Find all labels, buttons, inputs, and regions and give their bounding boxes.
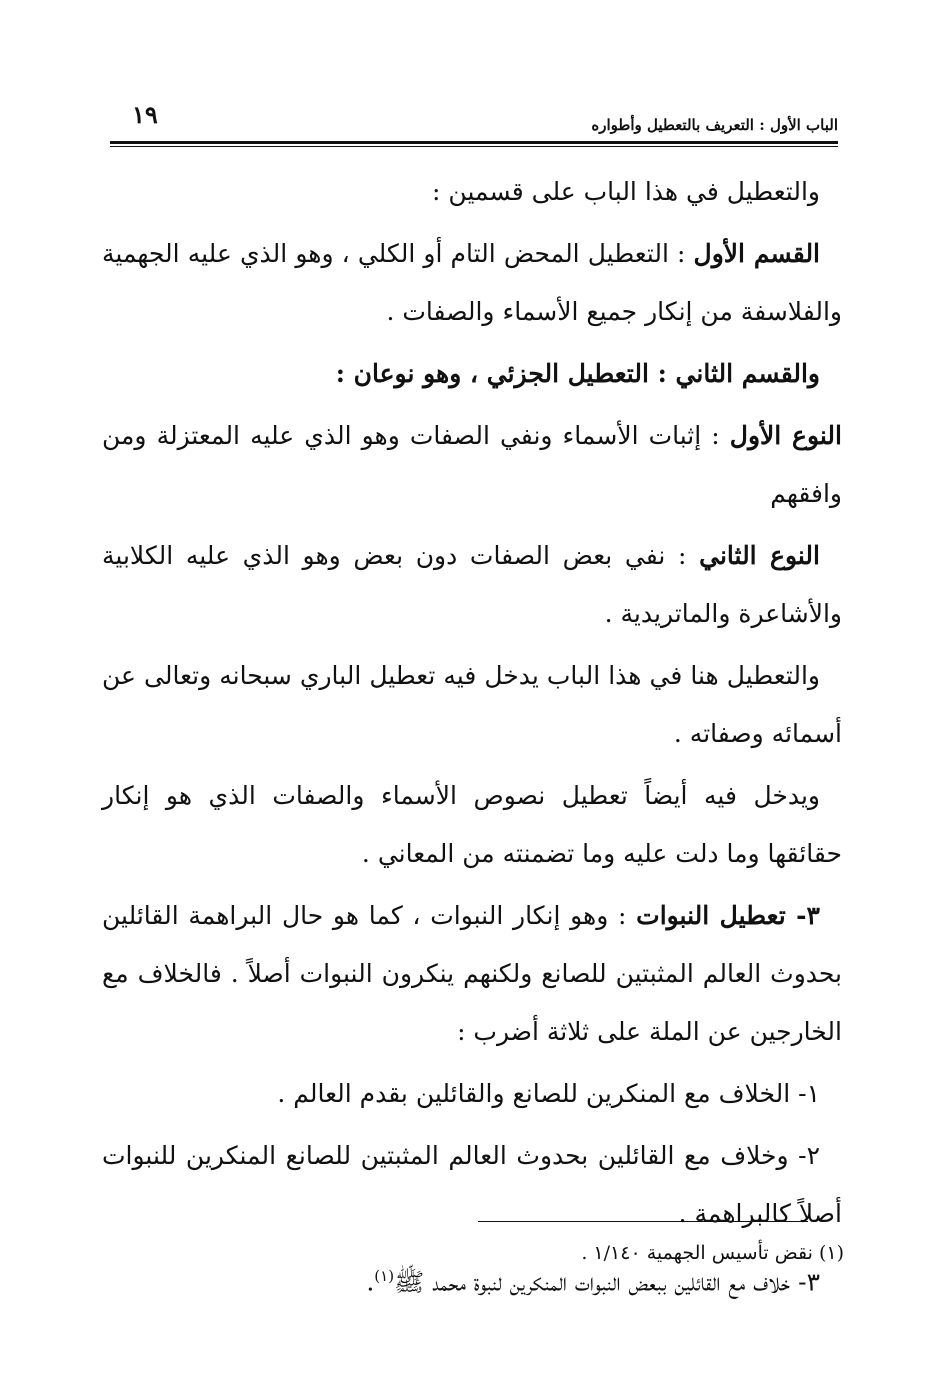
paragraph-ta-til-here <box>102 647 842 763</box>
second-section-title: التعطيل الجزئي ، وهو نوعان : <box>335 359 649 388</box>
footnote <box>244 1238 844 1268</box>
list-item-2 <box>102 1127 842 1243</box>
header-rule <box>110 141 838 144</box>
list-item-2-text: ٢- وخلاف مع القائلين بحدوث العالم المثبتين للصانع المنكرين للنبوات أصلاً كالبراهمة . <box>102 1141 842 1228</box>
prophethood-label: تعطيل النبوات <box>636 901 786 930</box>
prophethood-number: ٣- <box>785 901 820 930</box>
second-section-prefix: والقسم الثاني : <box>648 359 820 388</box>
paragraph-prophethood <box>102 887 842 1061</box>
list-item-3-end: . <box>366 1267 375 1297</box>
first-type-label: النوع الأول <box>729 421 842 450</box>
first-type-text: : إثبات الأسماء ونفي الصفات وهو الذي عليه المعتزلة ومن وافقهم <box>102 421 842 508</box>
paragraph-ta-til-here-text: والتعطيل هنا في هذا الباب يدخل فيه تعطيل الباري سبحانه وتعالى عن أسمائه وصفاته . <box>102 661 842 748</box>
footnote-reference[interactable]: (١) <box>374 1267 395 1285</box>
footnote-text: (١) نقض تأسيس الجهمية ١/١٤٠ . <box>581 1242 844 1264</box>
paragraph-first-section <box>102 225 842 341</box>
first-section-text: : التعطيل المحض التام أو الكلي ، وهو الذي عليه الجهمية والفلاسفة من إنكار جميع الأسماء والصفات . <box>102 239 842 326</box>
paragraph-intro <box>102 163 842 221</box>
paragraph-first-type <box>102 407 842 523</box>
running-head: الباب الأول : التعريف بالتعطيل وأطواره <box>591 116 838 134</box>
second-type-text: : نفي بعض الصفات دون بعض وهو الذي عليه الكلابية والأشاعرة والماتريدية . <box>102 541 842 628</box>
footnote-rule <box>478 1221 808 1222</box>
list-item-1-text: ١- الخلاف مع المنكرين للصانع والقائلين بقدم العالم . <box>277 1079 820 1108</box>
header-rule-thin <box>110 146 838 147</box>
body-text <box>102 163 842 1315</box>
list-item-1 <box>102 1065 842 1123</box>
second-type-label: النوع الثاني <box>699 541 820 570</box>
paragraph-texts-ta-til <box>102 767 842 883</box>
paragraph-second-section <box>102 345 842 403</box>
page-number: ١٩ <box>132 100 158 129</box>
list-item-3-text: ٣- خلاف مع القائلين ببعض النبوات المنكرين لنبوة محمد ﷺ <box>394 1267 820 1297</box>
page-header <box>110 100 838 140</box>
first-section-label: القسم الأول <box>693 239 821 268</box>
prophethood-text: : وهو إنكار النبوات ، كما هو حال البراهمة القائلين بحدوث العالم المثبتين للصانع ولكنهم ينكرون النبوات أصلاً . فالخلاف مع الخارجين عن الملة على ثلاثة أضرب : <box>102 901 842 1046</box>
paragraph-texts-ta-til-text: ويدخل فيه أيضاً تعطيل نصوص الأسماء والصفات الذي هو إنكار حقائقها وما دلت عليه وما تضمنته من المعاني . <box>102 781 842 868</box>
paragraph-intro-text: والتعطيل في هذا الباب على قسمين : <box>432 177 820 206</box>
paragraph-second-type <box>102 527 842 643</box>
